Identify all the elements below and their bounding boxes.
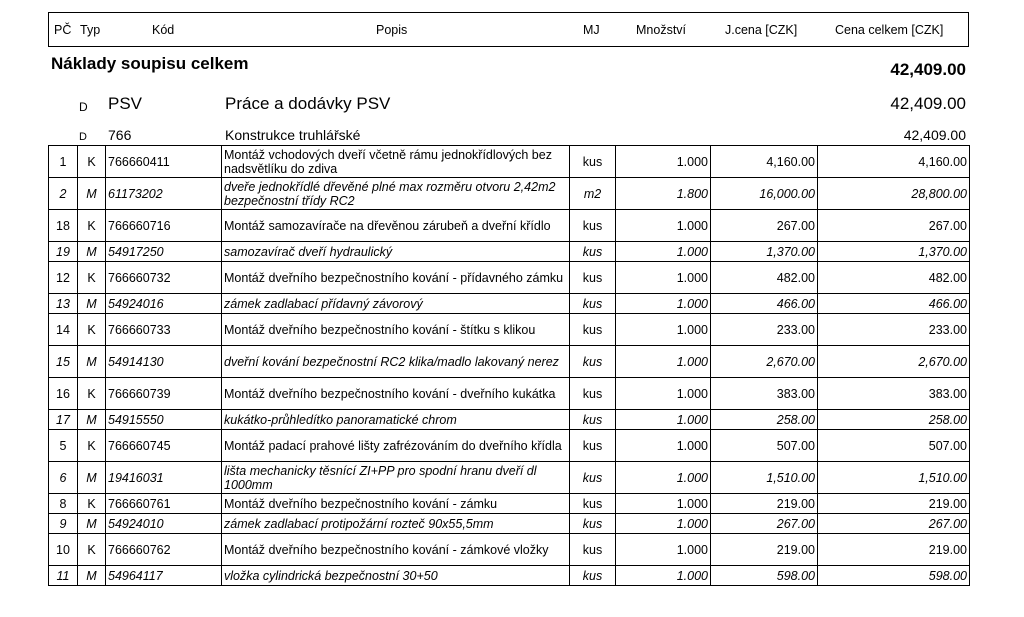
row-kod: 54924010 <box>106 514 222 534</box>
row-mnozstvi: 1.000 <box>616 346 711 378</box>
section-name: Konstrukce truhlářské <box>225 127 361 143</box>
row-pc: 17 <box>49 410 78 430</box>
header-cena-celkem: Cena celkem [CZK] <box>835 23 944 37</box>
row-jcena: 219.00 <box>711 494 818 514</box>
row-kod: 766660732 <box>106 262 222 294</box>
row-jcena: 258.00 <box>711 410 818 430</box>
row-mj: kus <box>570 378 616 410</box>
row-pc: 16 <box>49 378 78 410</box>
division-type: D <box>79 100 88 114</box>
row-jcena: 4,160.00 <box>711 146 818 178</box>
table-row <box>49 346 970 378</box>
header-typ: Typ <box>80 23 101 37</box>
row-jcena: 482.00 <box>711 262 818 294</box>
summary-total: 42,409.00 <box>890 60 966 79</box>
row-mnozstvi: 1.000 <box>616 378 711 410</box>
row-mnozstvi: 1.000 <box>616 410 711 430</box>
row-popis: Montáž vchodových dveří včetně rámu jednokřídlových bez nadsvětlíku do zdiva <box>222 146 570 178</box>
row-celkem: 2,670.00 <box>818 346 970 378</box>
row-kod: 54917250 <box>106 242 222 262</box>
row-popis: dveřní kování bezpečnostní RC2 klika/madlo lakovaný nerez <box>222 346 570 378</box>
row-mnozstvi: 1.000 <box>616 514 711 534</box>
row-celkem: 598.00 <box>818 566 970 586</box>
row-popis: zámek zadlabací protipožární rozteč 90x55,5mm <box>222 514 570 534</box>
row-mnozstvi: 1.000 <box>616 294 711 314</box>
row-mj: kus <box>570 566 616 586</box>
row-kod: 19416031 <box>106 462 222 494</box>
division-name: Práce a dodávky PSV <box>225 94 391 113</box>
row-celkem: 482.00 <box>818 262 970 294</box>
row-celkem: 258.00 <box>818 410 970 430</box>
row-mnozstvi: 1.000 <box>616 430 711 462</box>
row-celkem: 267.00 <box>818 514 970 534</box>
row-popis: samozavírač dveří hydraulický <box>222 242 570 262</box>
row-jcena: 383.00 <box>711 378 818 410</box>
row-mj: kus <box>570 534 616 566</box>
row-jcena: 2,670.00 <box>711 346 818 378</box>
row-mj: kus <box>570 314 616 346</box>
row-celkem: 219.00 <box>818 534 970 566</box>
table-row <box>49 378 970 410</box>
row-kod: 61173202 <box>106 178 222 210</box>
row-celkem: 507.00 <box>818 430 970 462</box>
row-jcena: 267.00 <box>711 514 818 534</box>
row-kod: 766660762 <box>106 534 222 566</box>
row-typ: M <box>78 566 106 586</box>
items-table <box>48 145 970 586</box>
table-row <box>49 514 970 534</box>
summary-label: Náklady soupisu celkem <box>51 54 249 73</box>
table-row <box>49 242 970 262</box>
row-popis: Montáž dveřního bezpečnostního kování - dveřního kukátka <box>222 378 570 410</box>
row-celkem: 1,510.00 <box>818 462 970 494</box>
row-mj: kus <box>570 346 616 378</box>
row-typ: M <box>78 294 106 314</box>
row-pc: 2 <box>49 178 78 210</box>
row-mj: kus <box>570 242 616 262</box>
row-popis: Montáž dveřního bezpečnostního kování - přídavného zámku <box>222 262 570 294</box>
row-pc: 13 <box>49 294 78 314</box>
row-mj: kus <box>570 514 616 534</box>
header-mnozstvi: Množství <box>636 23 687 37</box>
header-pc: PČ <box>54 23 72 37</box>
row-celkem: 4,160.00 <box>818 146 970 178</box>
row-typ: M <box>78 462 106 494</box>
row-mj: kus <box>570 410 616 430</box>
row-celkem: 383.00 <box>818 378 970 410</box>
row-kod: 54915550 <box>106 410 222 430</box>
header-jcena: J.cena [CZK] <box>725 23 798 37</box>
row-celkem: 28,800.00 <box>818 178 970 210</box>
row-pc: 14 <box>49 314 78 346</box>
row-popis: Montáž dveřního bezpečnostního kování - zámku <box>222 494 570 514</box>
row-typ: K <box>78 262 106 294</box>
row-mj: kus <box>570 146 616 178</box>
division-code: PSV <box>108 94 143 113</box>
row-jcena: 16,000.00 <box>711 178 818 210</box>
table-row <box>49 494 970 514</box>
row-popis: Montáž samozavírače na dřevěnou zárubeň a dveřní křídlo <box>222 210 570 242</box>
row-jcena: 598.00 <box>711 566 818 586</box>
row-pc: 12 <box>49 262 78 294</box>
row-jcena: 219.00 <box>711 534 818 566</box>
table-row <box>49 262 970 294</box>
row-kod: 54914130 <box>106 346 222 378</box>
row-mj: kus <box>570 210 616 242</box>
table-row <box>49 462 970 494</box>
row-jcena: 1,510.00 <box>711 462 818 494</box>
row-popis: kukátko-průhledítko panoramatické chrom <box>222 410 570 430</box>
row-pc: 19 <box>49 242 78 262</box>
division-total: 42,409.00 <box>890 94 966 113</box>
row-typ: M <box>78 410 106 430</box>
row-mnozstvi: 1.000 <box>616 242 711 262</box>
row-mj: kus <box>570 494 616 514</box>
table-row <box>49 178 970 210</box>
row-jcena: 507.00 <box>711 430 818 462</box>
row-mnozstvi: 1.000 <box>616 210 711 242</box>
table-row <box>49 146 970 178</box>
row-mj: kus <box>570 294 616 314</box>
row-popis: lišta mechanicky těsnící ZI+PP pro spodní hranu dveří dl 1000mm <box>222 462 570 494</box>
row-pc: 11 <box>49 566 78 586</box>
row-kod: 54924016 <box>106 294 222 314</box>
row-celkem: 219.00 <box>818 494 970 514</box>
table-row <box>49 410 970 430</box>
section-type: D <box>79 131 87 143</box>
row-jcena: 466.00 <box>711 294 818 314</box>
table-header <box>48 12 969 47</box>
row-mnozstvi: 1.000 <box>616 146 711 178</box>
row-popis: Montáž dveřního bezpečnostního kování - zámkové vložky <box>222 534 570 566</box>
table-row <box>49 210 970 242</box>
row-mj: kus <box>570 462 616 494</box>
row-kod: 54964117 <box>106 566 222 586</box>
row-mnozstvi: 1.000 <box>616 314 711 346</box>
row-kod: 766660716 <box>106 210 222 242</box>
row-typ: M <box>78 242 106 262</box>
row-mj: kus <box>570 430 616 462</box>
row-kod: 766660745 <box>106 430 222 462</box>
row-jcena: 267.00 <box>711 210 818 242</box>
row-jcena: 233.00 <box>711 314 818 346</box>
row-kod: 766660411 <box>106 146 222 178</box>
section-total: 42,409.00 <box>903 127 966 143</box>
row-mnozstvi: 1.000 <box>616 494 711 514</box>
row-typ: M <box>78 514 106 534</box>
table-row <box>49 534 970 566</box>
row-pc: 18 <box>49 210 78 242</box>
row-popis: dveře jednokřídlé dřevěné plné max rozměru otvoru 2,42m2 bezpečnostní třídy RC2 <box>222 178 570 210</box>
row-typ: K <box>78 430 106 462</box>
header-mj: MJ <box>583 23 600 37</box>
row-typ: K <box>78 210 106 242</box>
row-typ: K <box>78 314 106 346</box>
row-mnozstvi: 1.000 <box>616 566 711 586</box>
row-popis: vložka cylindrická bezpečnostní 30+50 <box>222 566 570 586</box>
row-popis: Montáž padací prahové lišty zafrézováním do dveřního křídla <box>222 430 570 462</box>
row-celkem: 1,370.00 <box>818 242 970 262</box>
row-celkem: 267.00 <box>818 210 970 242</box>
row-popis: Montáž dveřního bezpečnostního kování - štítku s klikou <box>222 314 570 346</box>
table-row <box>49 314 970 346</box>
row-pc: 1 <box>49 146 78 178</box>
section-code: 766 <box>108 127 132 143</box>
row-kod: 766660761 <box>106 494 222 514</box>
table-row <box>49 294 970 314</box>
row-mnozstvi: 1.800 <box>616 178 711 210</box>
row-typ: K <box>78 534 106 566</box>
row-celkem: 233.00 <box>818 314 970 346</box>
table-row <box>49 430 970 462</box>
row-pc: 9 <box>49 514 78 534</box>
row-typ: K <box>78 146 106 178</box>
row-mnozstvi: 1.000 <box>616 462 711 494</box>
header-popis: Popis <box>376 23 408 37</box>
row-pc: 10 <box>49 534 78 566</box>
row-pc: 5 <box>49 430 78 462</box>
row-mj: kus <box>570 262 616 294</box>
row-mj: m2 <box>570 178 616 210</box>
row-celkem: 466.00 <box>818 294 970 314</box>
row-pc: 15 <box>49 346 78 378</box>
row-popis: zámek zadlabací přídavný závorový <box>222 294 570 314</box>
table-row <box>49 566 970 586</box>
row-mnozstvi: 1.000 <box>616 262 711 294</box>
row-pc: 6 <box>49 462 78 494</box>
row-typ: K <box>78 378 106 410</box>
row-typ: M <box>78 346 106 378</box>
row-typ: K <box>78 494 106 514</box>
row-jcena: 1,370.00 <box>711 242 818 262</box>
row-pc: 8 <box>49 494 78 514</box>
row-mnozstvi: 1.000 <box>616 534 711 566</box>
row-kod: 766660739 <box>106 378 222 410</box>
header-kod: Kód <box>152 23 175 37</box>
row-typ: M <box>78 178 106 210</box>
row-kod: 766660733 <box>106 314 222 346</box>
